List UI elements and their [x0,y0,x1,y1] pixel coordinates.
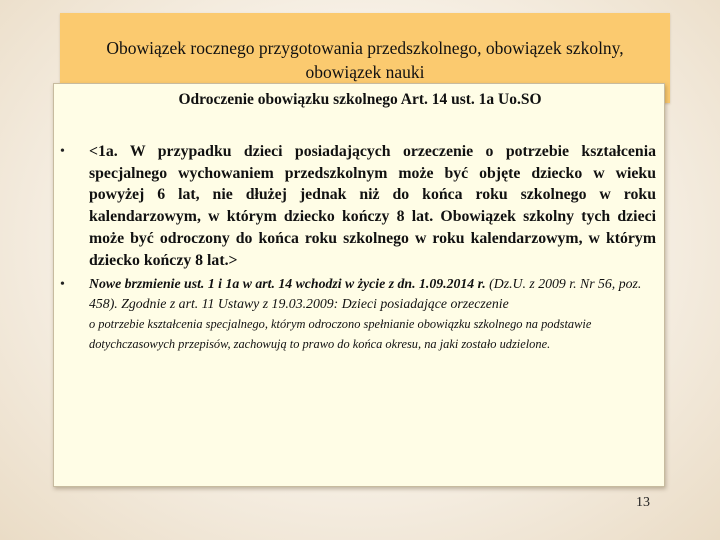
slide-content-box [53,83,665,487]
bullet-marker-2: • [60,277,65,292]
bullet-2-bold-text: Nowe brzmienie ust. 1 i 1a w art. 14 wchodzi w życie z dn. 1.09.2014 r. [89,276,486,291]
bullet-2-first-line-rest: (Dz.U. z 2009 r. Nr 56, poz. 458). Zgodnie z art. 11 Ustawy z 19.03.2009: Dzieci posiadające orzeczenie [89,276,642,311]
bullet-2-rest-text: o potrzebie kształcenia specjalnego, którym odroczono spełnianie obowiązku szkolnego na podstawie dotychczasowych przepisów, zachowują to prawo do końca okresu, na jaki zostało udzielone. [89,317,592,351]
slide-title-line-2: obowiązek nauki [305,62,425,82]
bullet-text-2 [89,274,659,354]
page-number: 13 [636,495,650,510]
bullet-text-1: <1a. W przypadku dzieci posiadających orzeczenie o potrzebie kształcenia specjalnego wychowaniem przedszkolnym może być objęte dziecko w wieku powyżej 6 lat, nie dłużej jednak niż do końca roku szkolnego w roku kalendarzowym, w którym dziecko kończy 8 lat. Obowiązek szkolny tych dzieci może być odroczony do końca roku szkolnego w roku kalendarzowym, w którym dziecko kończy 8 lat.> [89,143,656,269]
slide-title-line-1: Obowiązek rocznego przygotowania przedszkolnego, obowiązek szkolny, [106,38,624,58]
slide-title [60,36,670,84]
slide-subtitle: Odroczenie obowiązku szkolnego Art. 14 ust. 1a Uo.SO [178,91,542,108]
bullet-marker-1: • [60,144,65,159]
